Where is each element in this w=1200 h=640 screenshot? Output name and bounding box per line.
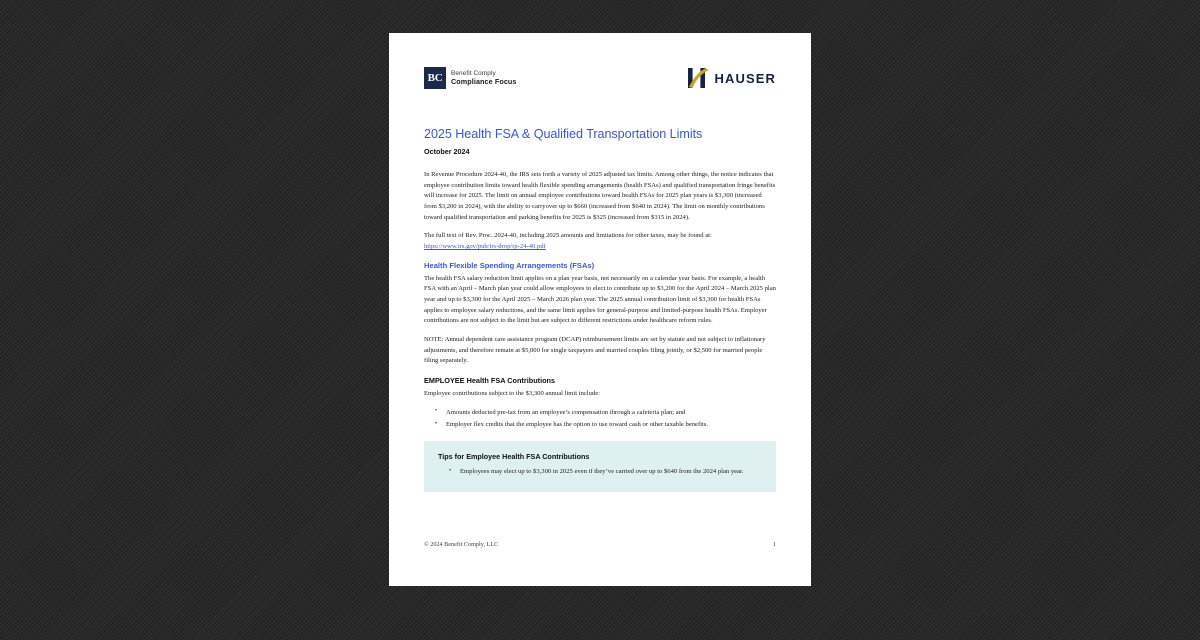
document-footer — [424, 541, 776, 548]
fulltext-paragraph — [424, 231, 776, 252]
dcap-note: NOTE: Annual dependent care assistance program (DCAP) reimbursement limits are set by statute and not subject to inflationary adjustments, and therefore remain at $5,000 for single taxpayers and married couples filing jointly, or $2,500 for married people filing separately. — [424, 336, 766, 365]
document-page — [389, 33, 811, 586]
benefit-comply-line1: Benefit Comply — [451, 69, 496, 77]
tips-list — [438, 467, 762, 478]
page-title: 2025 Health FSA & Qualified Transportation Limits — [424, 127, 703, 141]
section-paragraph-health-fsa: The health FSA salary reduction limit applies on a plan year basis, not necessarily on a calendar year basis. For example, a health FSA with an April – March plan year could allow employees to elect to contribute up to $3,200 for the April 2024 – March 2025 plan year and up to $3,300 for the April 2025 – March 2026 plan year. The 2025 annual contribution limit of $3,300 for health FSAs applies to employee salary reductions, and the same limit applies for general-purpose and limited-purpose health FSAs. Employer contributions are not subject to the limit but are subject to different restrictions under healthcare reform rules. — [424, 274, 776, 325]
footer-page-number: 1 — [772, 541, 776, 548]
list-item: • Employer flex credits that the employee has the option to use toward cash or other taxable benefits. — [446, 420, 776, 431]
hauser-wordmark: HAUSER — [714, 70, 776, 86]
list-item: • Employees may elect up to $3,300 in 2025 even if they’ve carried over up to $640 from the 2024 plan year. — [460, 467, 762, 478]
footer-copyright: © 2024 Benefit Comply, LLC — [424, 541, 499, 548]
tips-heading: Tips for Employee Health FSA Contributions — [438, 452, 590, 462]
document-date: October 2024 — [424, 147, 470, 156]
fulltext-lead: The full text of Rev. Proc. 2024-40, including 2025 amounts and limitations for other taxes, may be found at: — [424, 232, 712, 240]
benefit-comply-logo — [424, 67, 517, 89]
benefit-comply-wordmark — [451, 71, 517, 85]
intro-paragraph: In Revenue Procedure 2024-40, the IRS sets forth a variety of 2025 adjusted tax limits. Among other things, the notice indicates that employee contribution limits toward health flexible spending arrangements (health FSAs) and qualified transportation fringe benefits will increase for 2025. The limit on annual employee contributions toward health FSAs for 2025 plan years is $3,300 (increased from $3,200 in 2024), with the ability to carryover up to $660 (increased from $640 in 2024). The limit on monthly contributions toward qualified transportation and parking benefits for 2025 is $325 (increased from $315 in 2024). — [424, 171, 776, 221]
benefit-comply-line2: Compliance Focus — [451, 76, 517, 86]
document-header — [424, 63, 776, 93]
benefit-comply-mark: BC — [424, 67, 446, 89]
tips-callout-box — [424, 441, 776, 492]
hauser-h-mark — [687, 67, 711, 89]
subsection-heading-employee-contributions: EMPLOYEE Health FSA Contributions — [424, 376, 556, 386]
employee-contributions-lead: Employee contributions subject to the $3,300 annual limit include: — [424, 390, 600, 398]
hauser-logo — [687, 67, 777, 89]
section-heading-health-fsa: Health Flexible Spending Arrangements (FSAs) — [424, 260, 595, 270]
employee-contributions-list — [424, 408, 776, 431]
irs-revenue-procedure-link[interactable]: https://www.irs.gov/pub/irs-drop/rp-24-40.pdf — [424, 243, 546, 251]
list-item: • Amounts deducted pre-tax from an employee’s compensation through a cafeteria plan; and — [446, 408, 776, 419]
